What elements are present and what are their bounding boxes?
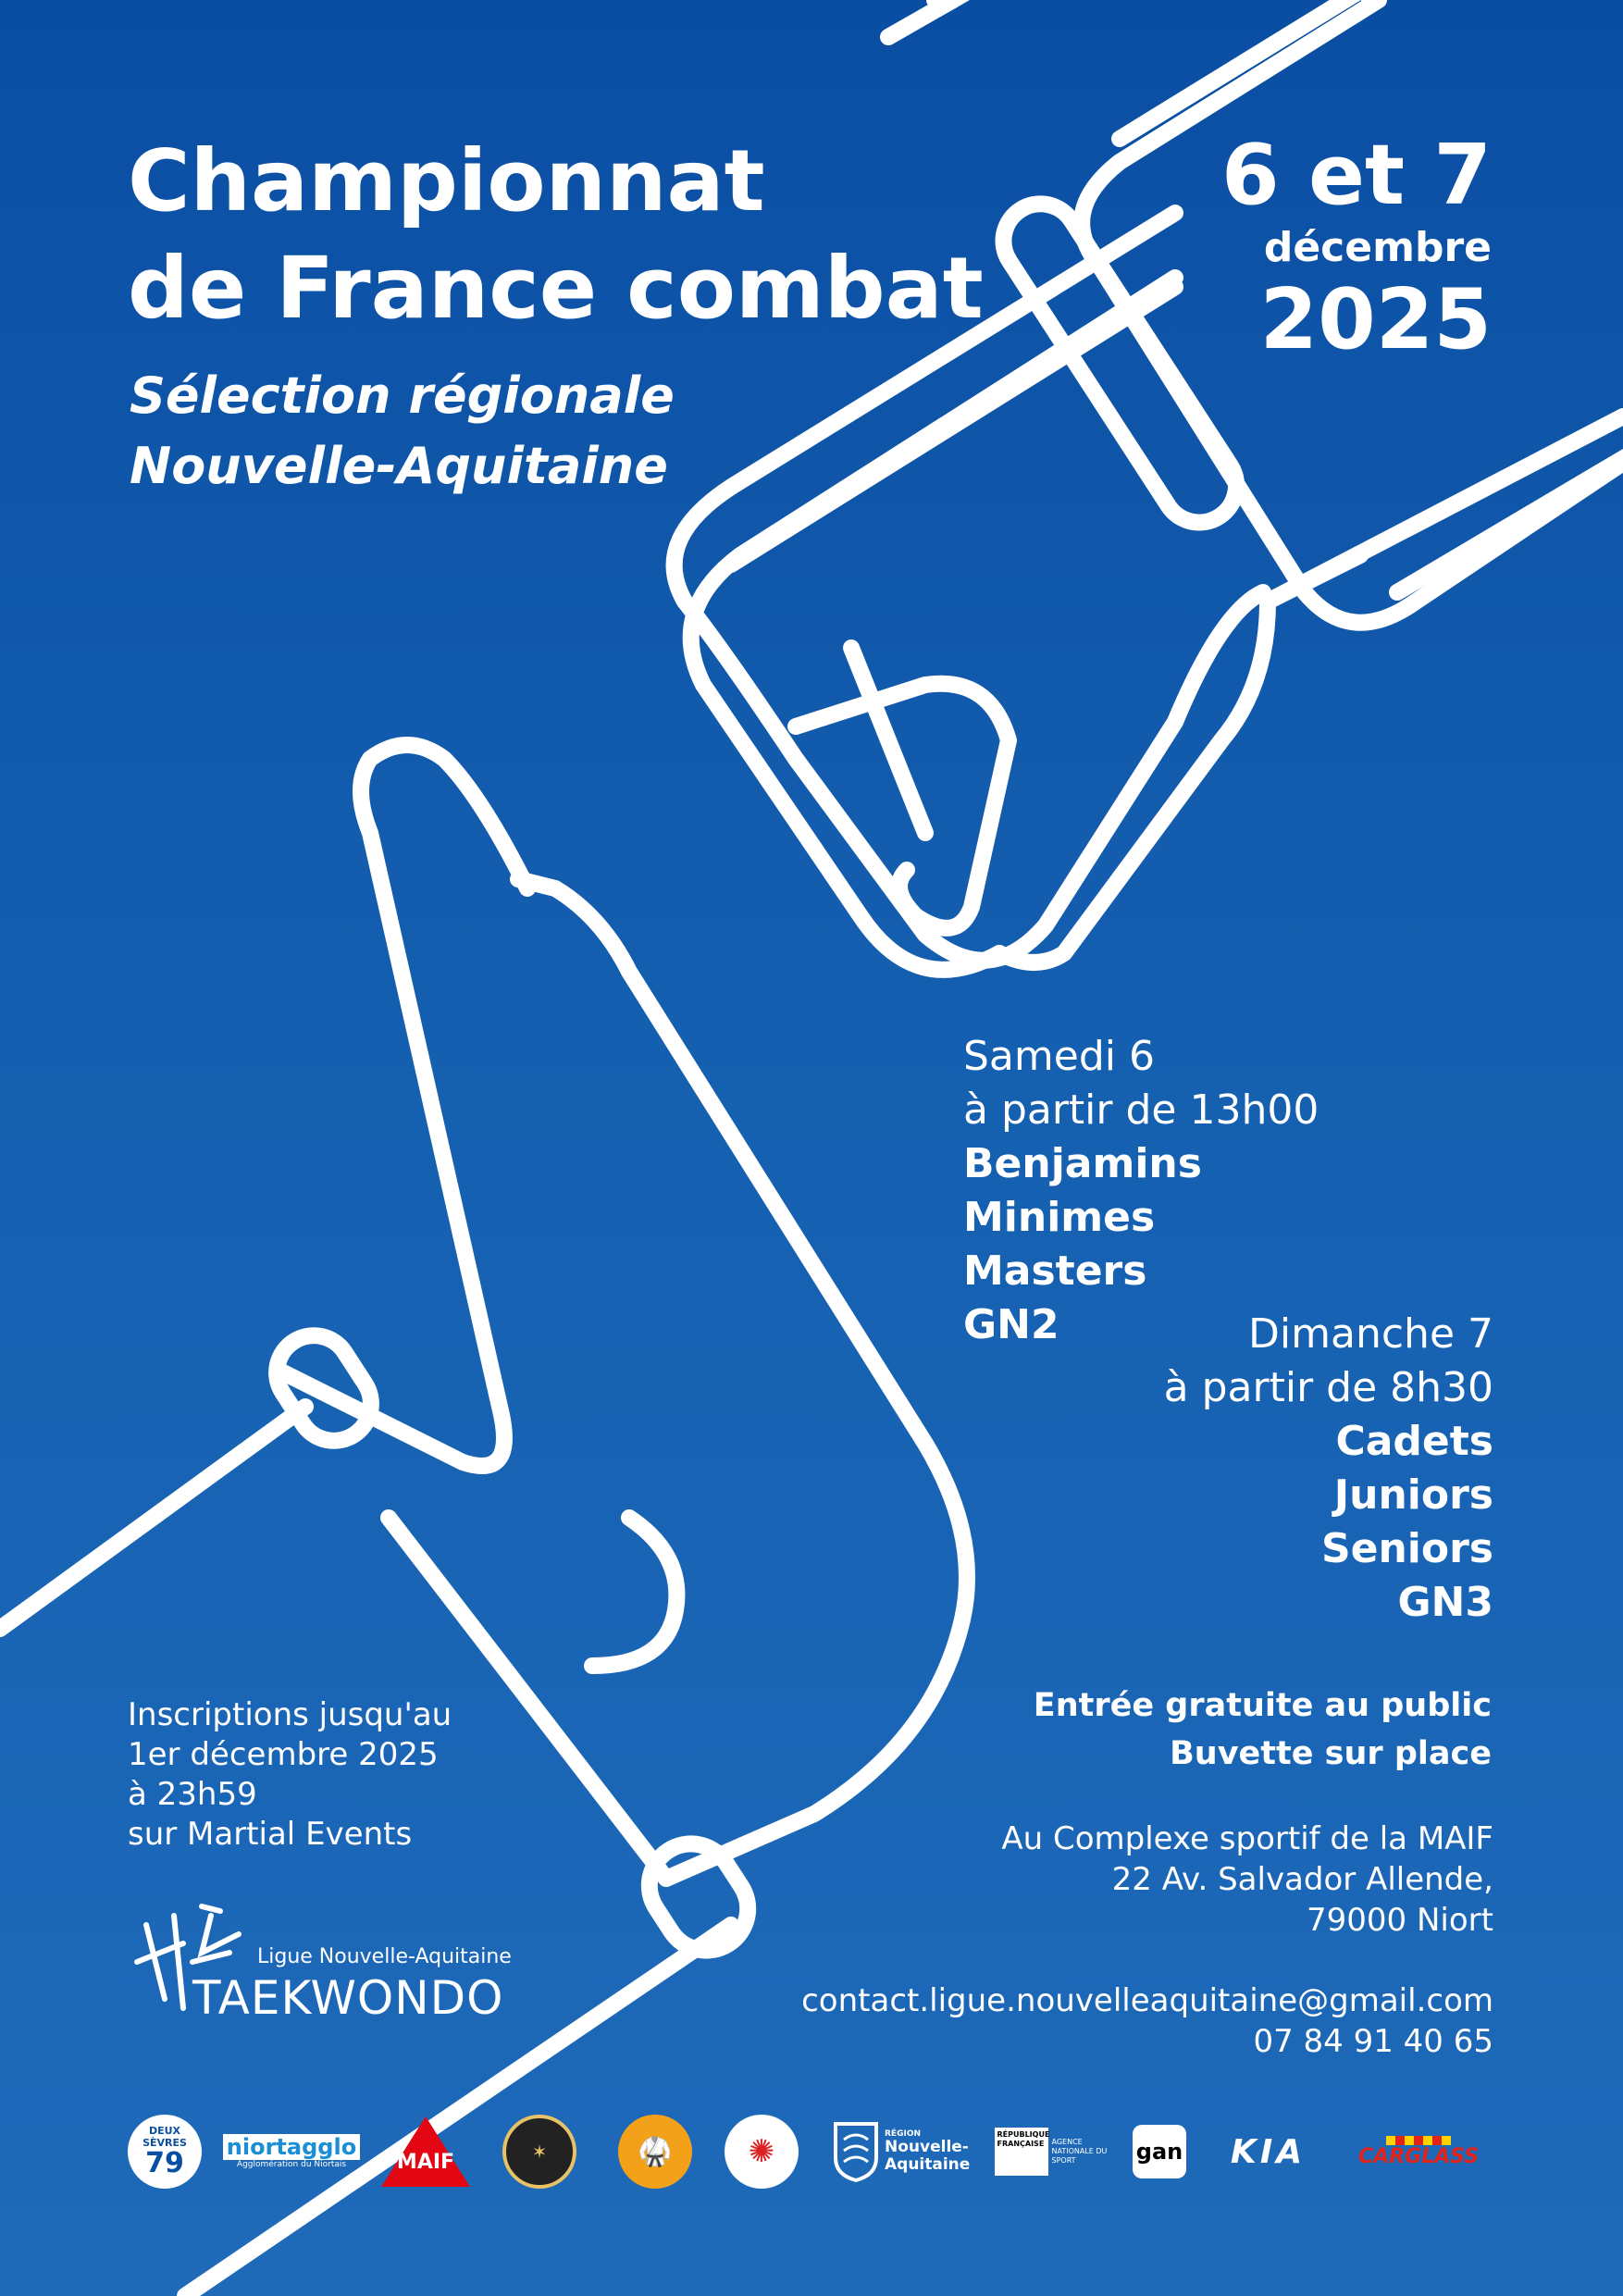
- saturday-time: à partir de 13h00: [963, 1086, 1319, 1134]
- league-name-small: Ligue Nouvelle-Aquitaine: [257, 1945, 512, 1968]
- title-line-2: de France combat: [128, 239, 984, 338]
- registration-info: [128, 1695, 452, 1855]
- saturday-category: Minimes: [963, 1194, 1156, 1241]
- contact-phone[interactable]: 07 84 91 40 65: [1253, 2023, 1493, 2060]
- date-year: 2025: [1259, 271, 1492, 368]
- swirl-emblem-icon: ✺: [725, 2115, 799, 2189]
- top-cuff-line: [1120, 0, 1360, 139]
- event-title: [128, 128, 984, 342]
- subtitle-line-1: Sélection régionale: [130, 366, 675, 425]
- refreshments: Buvette sur place: [1170, 1735, 1492, 1772]
- date-month: décembre: [1263, 224, 1492, 271]
- republique-name: RÉPUBLIQUE FRANÇAISE: [995, 2128, 1048, 2176]
- bottom-fingers: [518, 879, 967, 1879]
- niortagglo-logo: [222, 2110, 361, 2193]
- sunday-schedule: [1164, 1308, 1493, 1630]
- free-entry: Entrée gratuite au public: [1033, 1687, 1492, 1724]
- republique-logo: [993, 2110, 1109, 2193]
- kia-name: KIA: [1230, 2132, 1307, 2171]
- saturday-day: Samedi 6: [963, 1033, 1155, 1080]
- bottom-thumb-curve: [592, 1518, 676, 1666]
- sunday-time: à partir de 8h30: [1163, 1364, 1493, 1411]
- registration-line-3: à 23h59: [128, 1776, 257, 1813]
- kia-logo: [1210, 2110, 1326, 2193]
- subtitle-line-2: Nouvelle-Aquitaine: [130, 437, 668, 495]
- niortagglo-sub: Agglomération du Niortais: [236, 2160, 347, 2169]
- top-wrist-line: [691, 278, 1175, 970]
- club-logo-1: [502, 2110, 576, 2193]
- event-subtitle: [130, 361, 675, 502]
- saturday-category: GN2: [963, 1301, 1059, 1348]
- carglass-logo: [1344, 2110, 1493, 2193]
- contact-block: [801, 1980, 1493, 2062]
- top-thumb-line: [851, 648, 925, 833]
- address-line-1: Au Complexe sportif de la MAIF: [1001, 1820, 1493, 1857]
- registration-line-2: 1er décembre 2025: [128, 1736, 439, 1773]
- carglass-name: CARGLASS: [1357, 2144, 1480, 2168]
- agency-name: AGENCE NATIONALE DU SPORT: [1051, 2138, 1108, 2165]
- maif-name: MAIF: [396, 2151, 455, 2174]
- fighter-emblem-icon: 🥋: [618, 2115, 692, 2189]
- contact-email[interactable]: contact.ligue.nouvelleaquitaine@gmail.com: [801, 1982, 1493, 2019]
- sponsors-bar: [128, 2110, 1497, 2193]
- sunday-day: Dimanche 7: [1248, 1310, 1493, 1358]
- venue-address: [1001, 1818, 1493, 1941]
- region-name: Nouvelle-Aquitaine: [885, 2138, 971, 2174]
- gan-logo: [1132, 2110, 1187, 2193]
- bottom-sleeve-edge: [0, 1407, 305, 1629]
- top-diagonal-topline: [888, 0, 953, 37]
- address-line-3: 79000 Niort: [1307, 1902, 1493, 1939]
- date-days: 6 et 7: [1221, 127, 1492, 224]
- event-info: [1034, 1682, 1492, 1778]
- registration-line-4: sur Martial Events: [128, 1816, 413, 1853]
- bottom-hand: [278, 745, 527, 1466]
- league-name-big: TAEKWONDO: [192, 1971, 504, 2025]
- registration-line-1: Inscriptions jusqu'au: [128, 1696, 452, 1733]
- club-logo-2: [618, 2110, 692, 2193]
- title-line-1: Championnat: [128, 131, 765, 230]
- region-logo: [831, 2110, 970, 2193]
- event-date: [1221, 127, 1492, 368]
- region-small: RÉGION: [885, 2129, 921, 2139]
- club-emblem-icon: ✶: [502, 2115, 576, 2189]
- sunday-category: Cadets: [1335, 1418, 1493, 1465]
- saturday-category: Benjamins: [963, 1140, 1202, 1187]
- address-line-2: 22 Av. Salvador Allende,: [1111, 1861, 1493, 1898]
- league-logo: [128, 1897, 535, 2027]
- maif-logo: [379, 2110, 472, 2193]
- carglass-stripes-icon: [1386, 2136, 1451, 2145]
- sunday-category: Seniors: [1320, 1525, 1493, 1572]
- deux-sevres-top: DEUX SÈVRES: [142, 2125, 187, 2149]
- niortagglo-name: niortagglo: [223, 2134, 360, 2160]
- sunday-category: GN3: [1397, 1579, 1493, 1626]
- deux-sevres-num: 79: [145, 2147, 184, 2179]
- region-shield-icon: [833, 2121, 879, 2182]
- deux-sevres-logo: [128, 2110, 202, 2193]
- saturday-schedule: [963, 1030, 1319, 1352]
- saturday-category: Masters: [963, 1247, 1147, 1295]
- sunday-category: Juniors: [1333, 1471, 1493, 1519]
- club-logo-3: [725, 2110, 799, 2193]
- gan-name: gan: [1133, 2125, 1186, 2178]
